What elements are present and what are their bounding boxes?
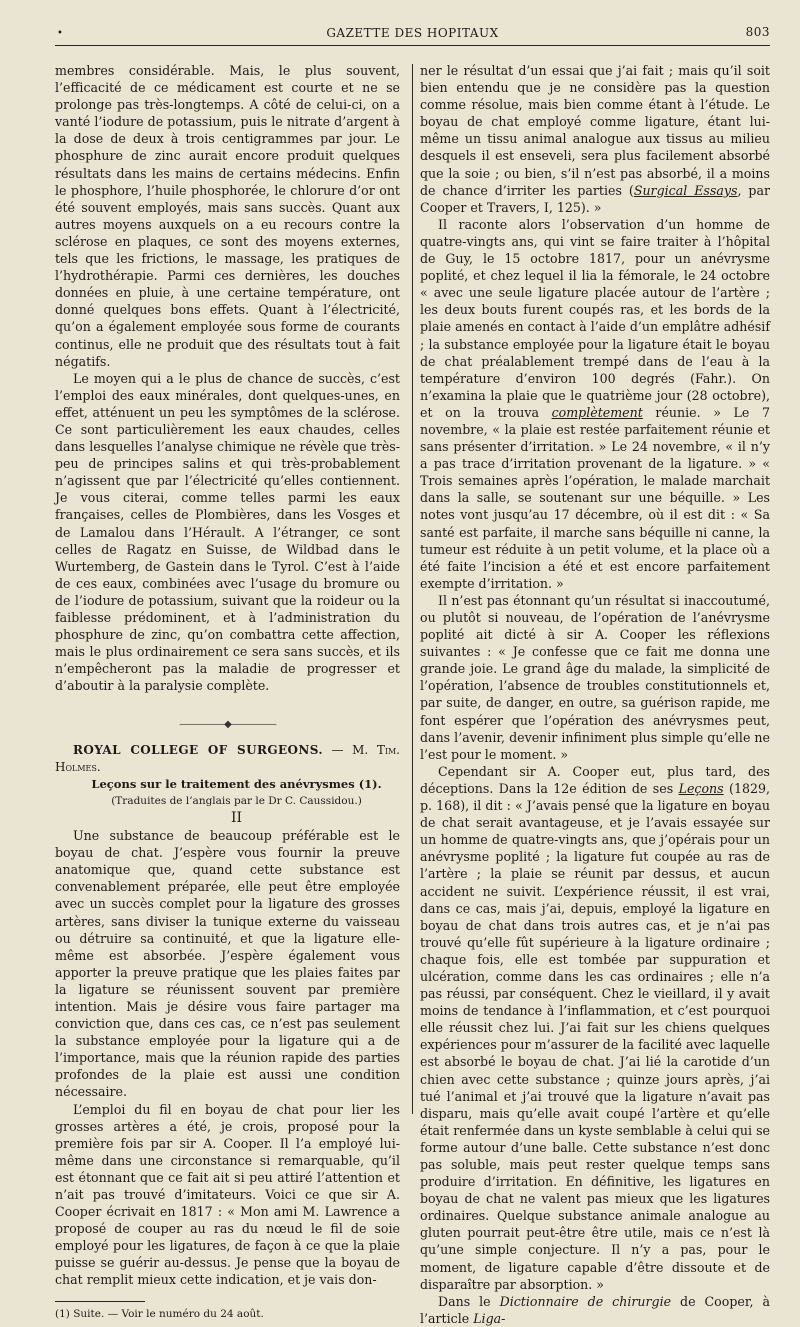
emphasis: complètement	[551, 404, 643, 420]
paragraph	[420, 216, 770, 592]
section-number: II	[230, 809, 243, 826]
text-run: Cependant sir A. Cooper eut, plus tard, des déceptions. Dans la 12e édition de ses	[420, 763, 770, 796]
header-rule	[55, 45, 770, 46]
footnote-rule	[55, 1301, 145, 1302]
right-column	[420, 62, 770, 1327]
header-bullet: •	[57, 28, 64, 39]
paragraph	[420, 763, 770, 1293]
book-title: Surgical Essays	[633, 182, 738, 198]
text-run: , par Cooper et Travers, I, 125). »	[420, 182, 771, 215]
footnote: (1) Suite. — Voir le numéro du 24 août.	[55, 1307, 264, 1320]
paragraph	[420, 62, 770, 216]
society-heading	[55, 742, 400, 776]
page-header	[55, 20, 770, 48]
institution-name: ROYAL COLLEGE OF SURGEONS.	[73, 742, 323, 757]
text-run: Il raconte alors l’observation d’un homme de quatre-vingts ans, qui vint se faire traiter à l’hôpital de Guy, le 15 octobre 1817, pour un anévrysme poplité, et chez lequel il lia la fémorale, le 24 octobre « avec une seule ligature placée autour de l’artère ; les deux bouts furent coupés ras, et les bords de la plaie amenés en contact à l’aide d’un emplâtre adhésif ; la substance employée pour la ligature était le boyau de chat préalablement trempé dans de l’eau à la température d’environ 100 degrés (Fahr.). On n’examina la plaie que le quatrième jour (28 octobre), et on la trouva	[420, 216, 770, 420]
journal-title: GAZETTE DES HOPITAUX	[326, 26, 499, 40]
lecturer-name: — M. Tim. Holmes.	[55, 742, 400, 774]
section-ornament: —————◆—————	[179, 719, 276, 731]
page-number: 803	[745, 25, 770, 39]
book-title: Leçons	[678, 780, 724, 796]
emphasis: Liga-	[473, 1310, 506, 1326]
text-run: ner le résultat d’un essai que j’ai fait ; mais qu’il soit bien entendu que je ne considère pas la question comme résolue, mais bien comme étant à l’étude. Le boyau de chat employé comme ligature, étant lui-même un tissu animal analogue aux tissus au milieu desquels il est enseveli, sera plus facilement absorbé que la soie ; ou bien, s’il n’est pas absorbé, il a moins de chance d’irriter les parties (	[420, 63, 770, 198]
paragraph: membres considérable. Mais, le plus souvent, l’efficacité de ce médicament est courte et ne se prolonge pas très-longtemps. A côté de celui-ci, on a vanté l’iodure de potassium, puis le nitrate d’argent à la dose de deux à trois centigrammes par jour. Le phosphure de zinc aurait encore produit quelques résultats dans les mains de certains médecins. Enfin le phosphore, l’huile phosphorée, le chlorure d’or ont été souvent employés, mais sans succès. Quant aux autres moyens auxquels on a eu recours contre la sclérose en plaques, ce sont des moyens externes, tels que les frictions, le massage, les pratiques de l’hydrothérapie. Parmi ces dernières, les douches données en pluie, à une certaine température, ont donné quelques bons effets. Quant à l’électricité, qu’on a également employée sous forme de courants continus, elle ne produit que des résultats tout à fait négatifs.	[55, 63, 400, 369]
paragraph: L’emploi du fil en boyau de chat pour lier les grosses artères a été, je crois, proposé pour la première fois par sir A. Cooper. Il l’a employé lui-même dans une circonstance si remarquable, qu’il est étonnant que ce fait ait si peu attiré l’attention et n’ait pas trouvé d’imitateurs. Voici ce que sir A. Cooper écrivait en 1817 : « Mon ami M. Lawrence a proposé de couper au ras du nœud le fil de soie employé pour les ligatures, de façon à ce que la plaie puisse se guérir au-dessus. Je pense que la boyau de chat remplit mieux cette indication, et je vais don-	[55, 1101, 400, 1288]
paragraph: Le moyen qui a le plus de chance de succès, c’est l’emploi des eaux minérales, dont quelques-unes, en effet, atténuent un peu les symptômes de la sclérose. Ce sont particulièrement les eaux chaudes, celles dans lesquelles l’analyse chimique ne révèle que très-peu de principes salins et qui très-probablement n’agissent que par l’électricité qu’elles contiennent. Je vous citerai, comme telles parmi les eaux françaises, celles de Plombières, dans les Vosges et de Lamalou dans l’Hérault. A l’étranger, ce sont celles de Ragatz en Suisse, de Wildbad dans le Wurtemberg, de Gastein dans le Tyrol. C’est à l’aide de ces eaux, combinées avec l’usage du bromure ou de l’iodure de potassium, suivant que la roideur ou la faiblesse prédominent, et à l’administration du phosphure de zinc, qu’on combattra cette affection, mais le plus ordinairement ce sera sans succès, et ils n’empêcheront pas la maladie de progresser et d’aboutir à la paralysie complète.	[55, 370, 400, 694]
text-run: (1829, p. 168), il dit : « J’avais pensé que la ligature en boyau de chat serait avantageuse, et je l’avais essayée sur un homme de quatre-vingts ans, que j’opérais pour un anévrysme poplité ; la ligature fut coupée au ras de l’artère ; la plaie se réunit par dessus, et aucun accident ne suivit. L’expérience réussit, il est vrai, dans ce cas, mais j’ai, depuis, employé la ligature en boyau de chat dans trois autres cas, et je n’ai pas trouvé qu’elle fût supérieure à la ligature ordinaire ; chaque fois, elle est tombée par suppuration et ulcération, comme dans les cas ordinaires ; elle n’a pas réussi, par conséquent. Chez le vieillard, il y avait moins de tendance à l’inflammation, et c’est pourquoi elle réussit chez lui. J’ai fait sur les chiens quelques expériences pour m’assurer de la facilité avec laquelle est absorbé le boyau de chat. J’ai lié la carotide d’un chien avec cette substance ; quinze jours après, j’ai tué l’animal et j’ai trouvé que la ligature n’avait pas disparu, mais qu’elle avait coupé l’artère et qu’elle était renfermée dans un kyste semblable à celui qui se forme autour d’une balle. Cette substance n’est donc pas soluble, mais peut rester quelque temps sans produire d’irritation. En définitive, les ligatures en boyau de chat ne valent pas mieux que les ligatures ordinaires. Quelque substance animale analogue au gluten pourrait peut-être être utile, mais ce n’est là qu’une simple conjecture. Il n’y a pas, pour le moment, de ligature capable d’être dissoute et de disparaître par absorption. »	[420, 780, 770, 1292]
article-title: Leçons sur le traitement des anévrysmes (1).	[91, 776, 382, 791]
column-divider	[412, 64, 413, 1114]
translator-credit: (Traduites de l’anglais par le Dr C. Caussidou.)	[111, 794, 362, 807]
paragraph: Une substance de beaucoup préférable est le boyau de chat. J’espère vous fournir la preuve anatomique que, quand cette substance est convenablement préparée, elle peut être employée avec un succès complet pour la ligature des grosses artères, sans diviser la tunique externe du vaisseau ou détruire sa continuité, et que la ligature elle-même est absorbée. J’espère également vous apporter la preuve pratique que les plaies faites par la ligature se réunissent souvent par première intention. Mais je désire vous faire partager ma conviction que, dans ces cas, ce n’est pas seulement la substance employée pour la ligature qui a de l’importance, mais que la réunion rapide des parties profondes de la plaie est aussi une condition nécessaire.	[55, 828, 400, 1100]
left-column	[55, 62, 400, 1323]
book-title: Dictionnaire de chirurgie	[499, 1293, 672, 1309]
text-run: Dans le	[438, 1293, 500, 1309]
paragraph: Il n’est pas étonnant qu’un résultat si inaccoutumé, ou plutôt si nouveau, de l’opération de l’anévrysme poplité ait dicté à sir A. Cooper les réflexions suivantes : « Je confesse que ce fait me donna une grande joie. Le grand âge du malade, la simplicité de l’opération, l’absence de troubles constitutionnels et, par suite, de danger, en outre, sa guérison rapide, me font espérer que l’opération des anévrysmes peut, dans l’avenir, devenir infiniment plus simple qu’elle ne l’est pour le moment. »	[420, 592, 770, 762]
text-run: réunie. » Le 7 novembre, « la plaie est restée parfaitement réunie et sans présenter d’irritation. » Le 24 novembre, « il n’y a pas trace d’irritation provenant de la ligature. » « Trois semaines après l’opération, le malade marchait dans la salle, se soutenant sur une béquille. » Les notes vont jusqu’au 17 décembre, où il est dit : « Sa santé est parfaite, il marche sans béquille ni canne, la tumeur est réduite à un petit volume, et la place où a été faite l’incision a été et est encore parfaitement exempte d’irritation. »	[420, 404, 770, 591]
text-run: de Cooper, à l’article	[420, 1293, 770, 1326]
paragraph	[420, 1293, 770, 1327]
